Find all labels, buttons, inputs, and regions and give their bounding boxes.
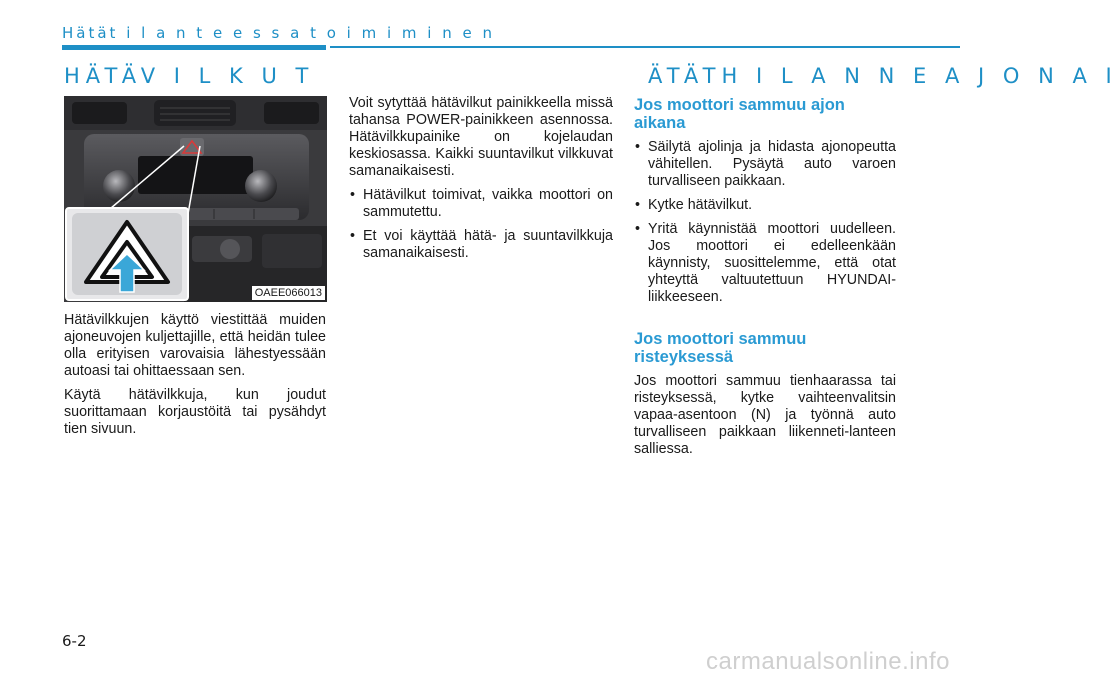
figure-code: OAEE066013 xyxy=(252,286,325,300)
dashboard-figure xyxy=(64,96,327,302)
subheading-engine-stalls-driving: Jos moottori sammuu ajon aikana xyxy=(634,96,845,132)
list-item: • Hätävilkut toimivat, vaikka moottori on sammutettu. xyxy=(349,187,613,221)
list-item: • Kytke hätävilkut. xyxy=(634,197,896,214)
watermark: carmanualsonline.info xyxy=(706,648,950,675)
bullet-list xyxy=(349,187,613,262)
bullet-list xyxy=(634,139,896,306)
list-item: • Säilytä ajolinja ja hidasta ajonopeutta vähitellen. Pysäytä auto varoen turvalliseen paikkaan. xyxy=(634,139,896,190)
subheading-engine-stalls-crossroad: Jos moottori sammuu risteyksessä xyxy=(634,330,807,366)
section-title-hazard-lights: HÄTÄV I L K U T xyxy=(64,64,315,88)
left-column xyxy=(64,312,326,445)
paragraph: Jos moottori sammuu tienhaarassa tai risteyksessä, kytke vaihteenvalitsin vapaa-asentoon (N) ja työnnä auto turvalliseen paikkaan liikenneti-lanteen salliessa. xyxy=(634,373,896,457)
section-title-emergency-driving: ÄTÄTH I L A N N E A J O N A I xyxy=(648,64,1118,88)
list-item: • Yritä käynnistää moottori uudelleen. Jos moottori ei edelleenkään käynnisty, suosittelemme, että otat yhteyttä valtuutettuun HYUNDAI-liikkeeseen. xyxy=(634,221,896,306)
header-rule-thin xyxy=(330,46,960,48)
header-rule-thick xyxy=(62,45,326,50)
chapter-header: Hätät i l a n t e e s s a t o i m i m i n e n xyxy=(62,24,496,42)
paragraph: Hätävilkkujen käyttö viestittää muiden ajoneuvojen kuljettajille, että heidän tulee olla erityisen varovaisia lähestyessään autoasi tai ohittaessaan sen. xyxy=(64,312,326,379)
list-item: • Et voi käyttää hätä- ja suuntavilkkuja samanaikaisesti. xyxy=(349,228,613,262)
right-column xyxy=(634,96,896,465)
dashboard-illustration xyxy=(64,96,327,302)
page-number: 6-2 xyxy=(62,632,87,650)
paragraph-intro: Voit sytyttää hätävilkut painikkeella missä tahansa POWER-painikkeen asennossa. Hätävilkkupainike on kojelaudan keskiosassa. Kaikki suuntavilkut vilkkuvat samanaikaisesti. xyxy=(349,95,613,179)
paragraph: Käytä hätävilkkuja, kun joudut suorittamaan korjaustöitä tai pysähdyt tien sivuun. xyxy=(64,387,326,437)
middle-column xyxy=(349,95,613,269)
